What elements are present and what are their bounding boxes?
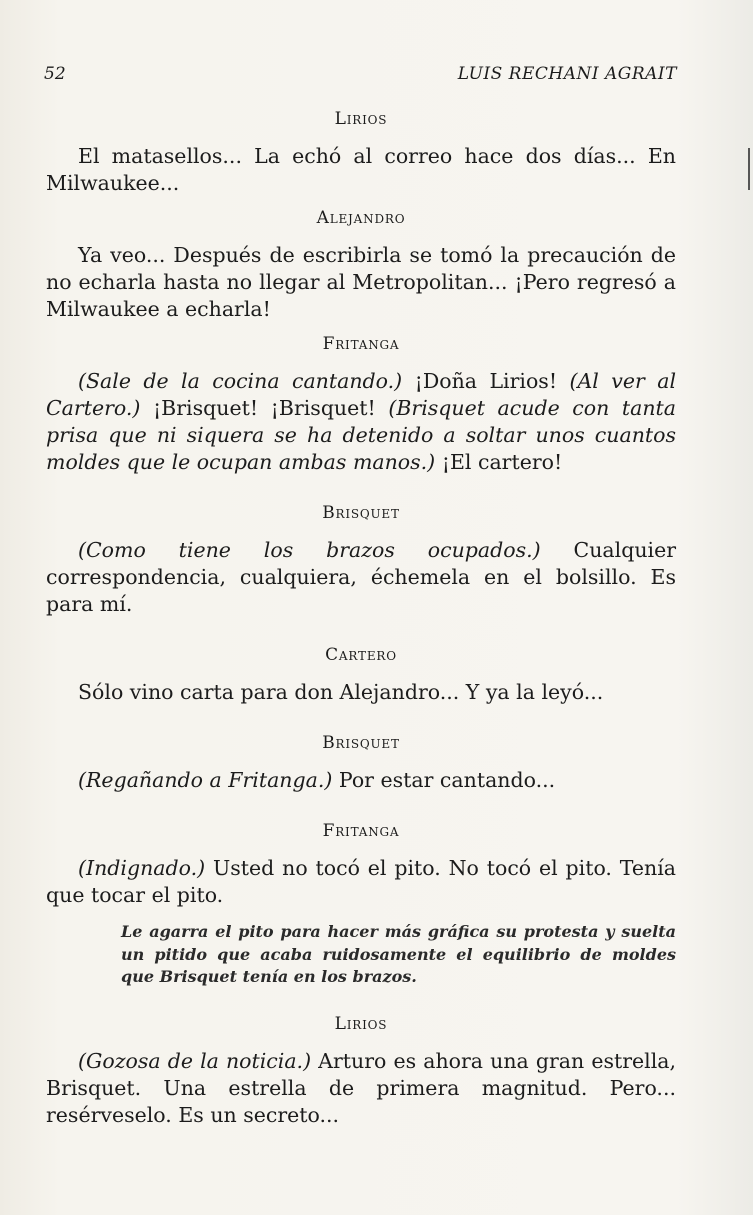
play-text	[46, 108, 676, 1139]
stage-aside: (Brisquet acude con tanta prisa que ni siquera se ha detenido a soltar unos cuantos moldes que le ocupan ambas manos.)	[46, 396, 676, 474]
speech-paragraph	[46, 537, 676, 618]
speech-paragraph	[46, 679, 676, 706]
stage-aside: (Regañando a Fritanga.)	[78, 768, 333, 792]
stage-aside: (Como tiene los brazos ocupados.)	[78, 538, 541, 562]
running-head-author: LUIS RECHANI AGRAIT	[457, 64, 677, 84]
speech-paragraph	[46, 242, 676, 323]
spoken-text: ¡Brisquet! ¡Brisquet!	[140, 396, 389, 420]
speech-paragraph	[46, 1048, 676, 1129]
speaker-name: Brisquet	[322, 503, 400, 523]
spoken-text: El matasellos... La echó al correo hace dos días... En Milwaukee...	[46, 144, 676, 195]
stage-aside: (Al ver al Cartero.)	[46, 369, 676, 420]
speaker-name: Alejandro	[316, 208, 406, 228]
spoken-text: Sólo vino carta para don Alejandro... Y ya la leyó...	[78, 680, 604, 704]
speaker-name: Lirios	[334, 109, 388, 129]
speech-paragraph	[46, 368, 676, 476]
spoken-text: Por estar cantando...	[332, 768, 556, 792]
spoken-text: Usted no tocó el pito. No tocó el pito. Tenía que tocar el pito.	[46, 856, 676, 907]
spoken-text: ¡Doña Lirios!	[402, 369, 570, 393]
spoken-text: Arturo es ahora una gran estrella, Brisquet. Una estrella de primera magnitud. Pero... resérveselo. Es un secreto...	[46, 1048, 677, 1127]
stage-aside: (Sale de la cocina cantando.)	[78, 369, 403, 393]
running-head	[44, 64, 677, 86]
stage-aside: (Indignado.)	[78, 856, 206, 880]
spoken-text: ¡El cartero!	[435, 450, 563, 474]
speaker-name: Brisquet	[322, 733, 400, 753]
page-number: 52	[44, 64, 66, 84]
spoken-text: Ya veo... Después de escribirla se tomó la precaución de no echarla hasta no llegar al Metropolitan... ¡Pero regresó a Milwaukee a echarla!	[46, 243, 676, 321]
stage-aside: (Gozosa de la noticia.)	[78, 1048, 312, 1073]
speaker-name: Lirios	[334, 1013, 388, 1034]
speaker-name: Fritanga	[322, 334, 400, 354]
speech-paragraph	[46, 767, 676, 794]
spoken-text: Cualquier correspondencia, cualquiera, échemela en el bolsillo. Es para mí.	[46, 538, 677, 616]
speaker-name: Cartero	[325, 645, 397, 665]
page-edge-mark	[748, 148, 750, 190]
speaker-name: Fritanga	[322, 821, 400, 841]
speech-paragraph	[46, 855, 676, 909]
stage-direction: Le agarra el pito para hacer más gráfica su protesta y suelta un pitido que acaba ruidosamente el equilibrio de moldes que Brisquet tenía en los brazos.	[121, 922, 676, 986]
speech-paragraph	[46, 143, 676, 197]
